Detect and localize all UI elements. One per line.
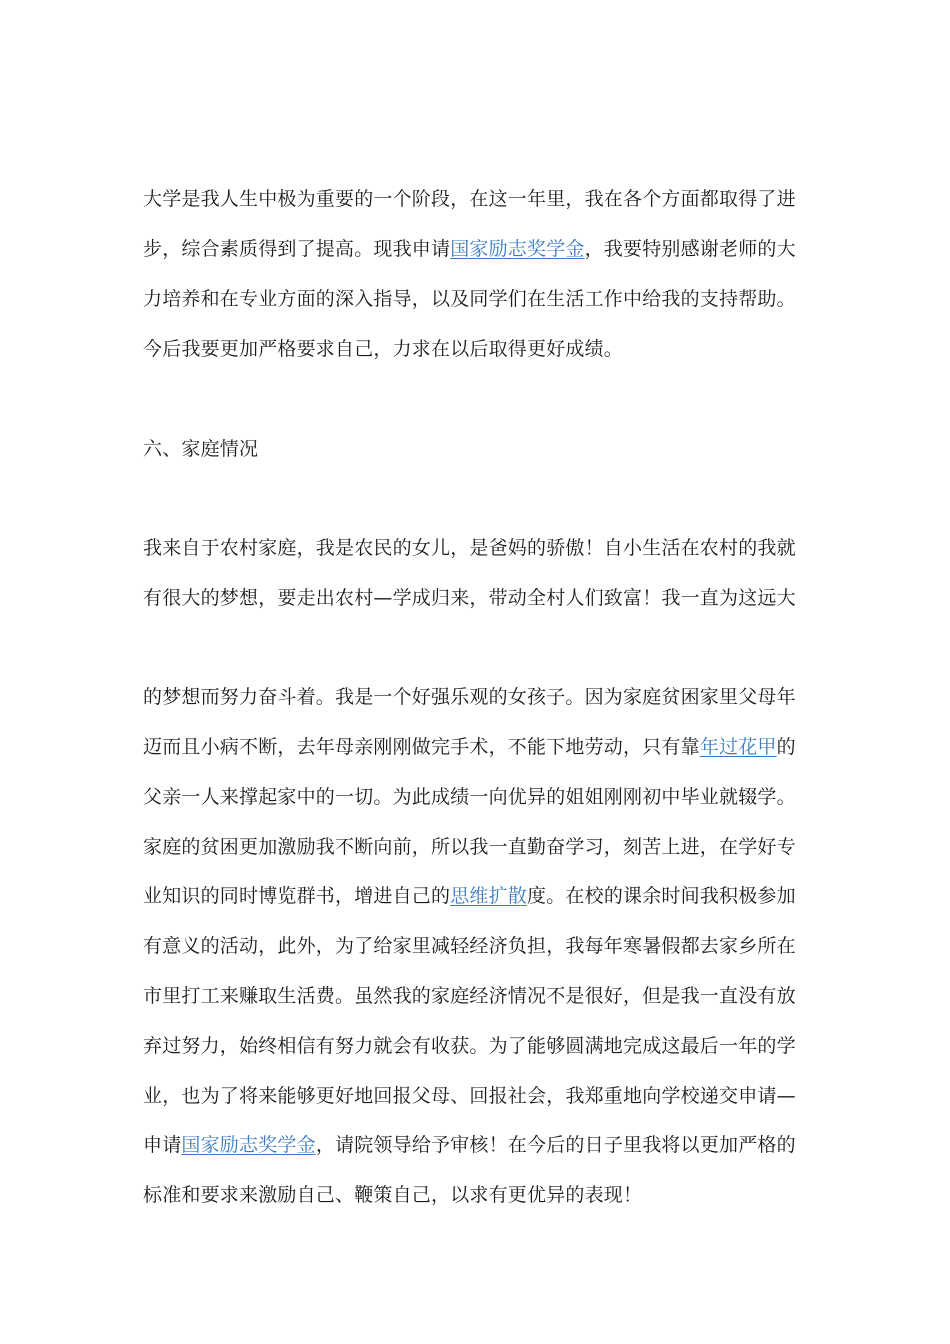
paragraph-2-line-6: 家庭的贫困更加激励我不断向前，所以我一直勤奋学习，刻苦上进，在学好专 xyxy=(143,836,796,858)
paragraph-2-line-12 xyxy=(143,1130,803,1160)
text-span: 申请 xyxy=(143,1134,182,1156)
paragraph-2-line-8: 有意义的活动，此外，为了给家里减轻经济负担，我每年寒暑假都去家乡所在 xyxy=(143,935,796,957)
paragraph-2-line-1: 我来自于农村家庭，我是农民的女儿，是爸妈的骄傲！自小生活在农村的我就 xyxy=(143,537,796,559)
text-span: 度。在校的课余时间我积极参加 xyxy=(527,885,796,907)
paragraph-2-line-11: 业，也为了将来能够更好地回报父母、回报社会，我郑重地向学校递交申请— xyxy=(143,1085,796,1107)
paragraph-2-line-2: 有很大的梦想，要走出农村—学成归来，带动全村人们致富！我一直为这远大 xyxy=(143,587,796,609)
paragraph-1-line-4: 今后我要更加严格要求自己，力求在以后取得更好成绩。 xyxy=(143,338,624,360)
text-span: ，我要特别感谢老师的大 xyxy=(584,238,796,260)
paragraph-2-line-10: 弃过努力，始终相信有努力就会有收获。为了能够圆满地完成这最后一年的学 xyxy=(143,1035,796,1057)
scholarship-link[interactable]: 国家励志奖学金 xyxy=(450,238,585,260)
age-sixty-link[interactable]: 年过花甲 xyxy=(699,736,777,758)
scholarship-link[interactable]: 国家励志奖学金 xyxy=(181,1134,316,1156)
paragraph-2-line-5: 父亲一人来撑起家中的一切。为此成绩一向优异的姐姐刚刚初中毕业就辍学。 xyxy=(143,786,796,808)
section-heading: 六、家庭情况 xyxy=(143,438,259,460)
paragraph-1-line-1: 大学是我人生中极为重要的一个阶段，在这一年里，我在各个方面都取得了进 xyxy=(143,188,796,210)
text-span: 步，综合素质得到了提高。现我申请 xyxy=(143,238,451,260)
paragraph-2-line-7 xyxy=(143,881,803,911)
text-span: 迈而且小病不断，去年母亲刚刚做完手术，不能下地劳动，只有靠 xyxy=(143,736,700,758)
paragraph-2-line-13: 标准和要求来激励自己、鞭策自己，以求有更优异的表现！ xyxy=(143,1184,643,1206)
paragraph-2-line-3: 的梦想而努力奋斗着。我是一个好强乐观的女孩子。因为家庭贫困家里父母年 xyxy=(143,686,796,708)
paragraph-1-line-2 xyxy=(143,234,803,264)
paragraph-2-line-4 xyxy=(143,732,803,762)
paragraph-1-line-3: 力培养和在专业方面的深入指导，以及同学们在生活工作中给我的支持帮助。 xyxy=(143,288,796,310)
text-span: ，请院领导给予审核！在今后的日子里我将以更加严格的 xyxy=(315,1134,796,1156)
text-span: 业知识的同时博览群书，增进自己的 xyxy=(143,885,451,907)
text-span: 的 xyxy=(776,736,796,758)
paragraph-2-line-9: 市里打工来赚取生活费。虽然我的家庭经济情况不是很好，但是我一直没有放 xyxy=(143,985,796,1007)
divergent-thinking-link[interactable]: 思维扩散 xyxy=(450,885,528,907)
